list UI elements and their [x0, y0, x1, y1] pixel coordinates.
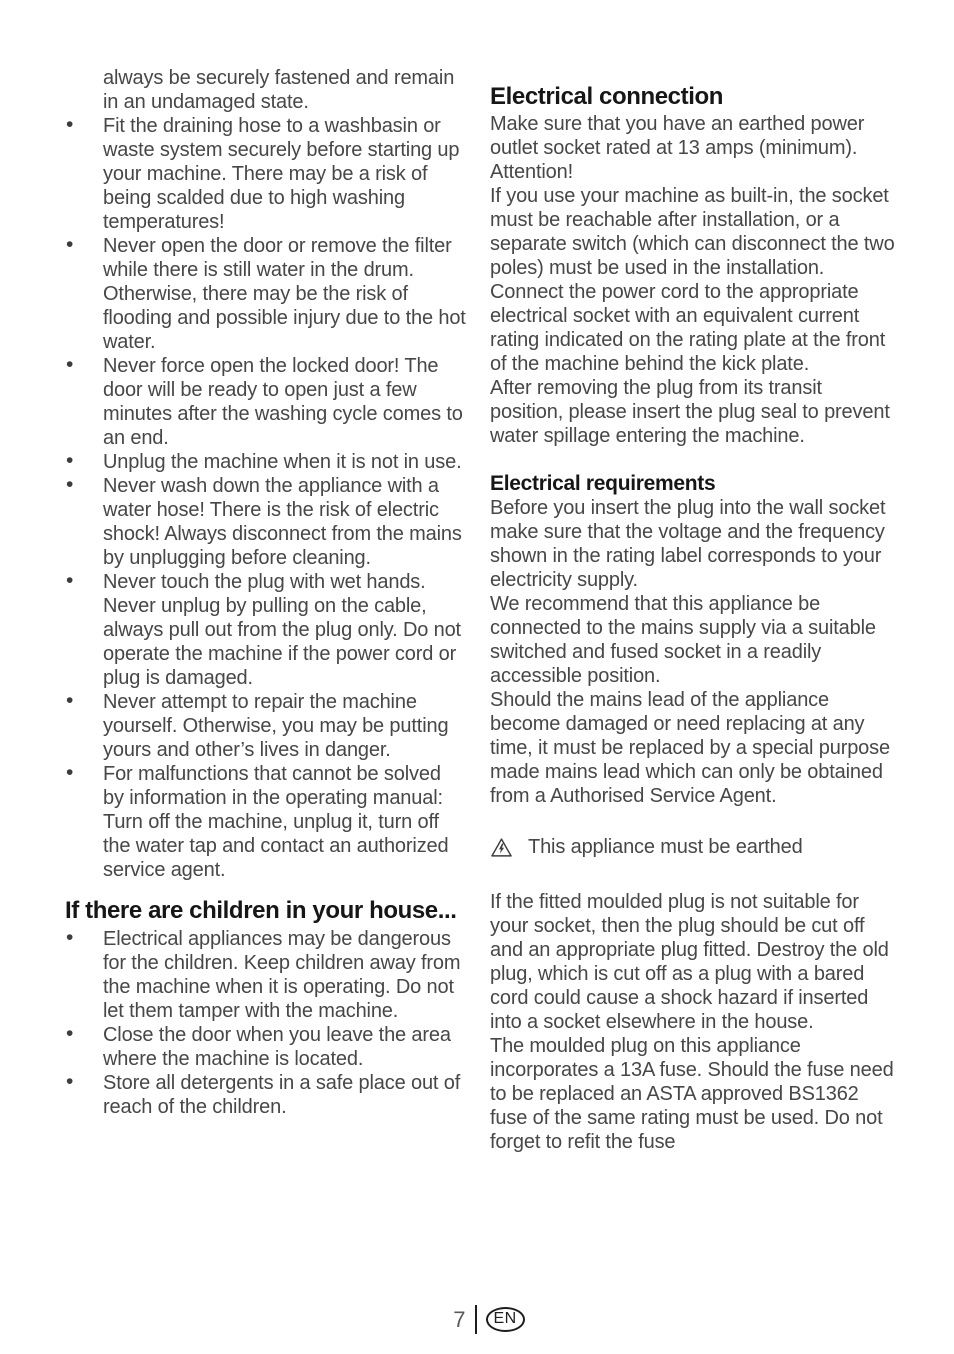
paragraph: We recommend that this appliance be connected to the mains supply via a suitable switched and fused socket in a readily accessible position. — [490, 593, 876, 687]
paragraph: Connect the power cord to the appropriate electrical socket with an equivalent current rating indicated on the rating plate at the front of the machine behind the kick plate. — [490, 281, 886, 375]
paragraph: If you use your machine as built-in, the socket must be reachable after installation, or a separate switch (which can disconnect the two poles) must be used in the installation. — [490, 185, 895, 279]
children-bullet — [65, 1023, 467, 1071]
left-column — [65, 66, 467, 1119]
right-column — [490, 84, 898, 1154]
bullet-text: Store all detergents in a safe place out of reach of the children. — [103, 1072, 461, 1118]
bullet-text: Never force open the locked door! The door will be ready to open just a few minutes after the washing cycle comes to an end. — [103, 355, 463, 449]
safety-bullet — [65, 450, 467, 474]
electrical-hazard-triangle-icon — [490, 835, 513, 864]
bullet-text: Close the door when you leave the area where the machine is located. — [103, 1024, 451, 1070]
safety-bullet — [65, 114, 467, 234]
bullet-text: Never wash down the appliance with a water hose! There is the risk of electric shock! Always disconnect from the mains by unplugging before cleaning. — [103, 475, 462, 569]
intro-continuation-text: always be securely fastened and remain in an undamaged state. — [103, 67, 455, 113]
children-bullet — [65, 927, 467, 1023]
safety-bullet — [65, 570, 467, 690]
footer-divider — [475, 1305, 477, 1334]
electrical-connection-heading: Electrical connection — [490, 83, 724, 110]
safety-bullet — [65, 474, 467, 570]
paragraph: If the fitted moulded plug is not suitable for your socket, then the plug should be cut off and an appropriate plug fitted. Destroy the old plug, which is cut off as a plug with a bared cord could cause a shock hazard if inserted into a socket elsewhere in the house. — [490, 891, 889, 1033]
paragraph: The moulded plug on this appliance incorporates a 13A fuse. Should the fuse need to be replaced an ASTA approved BS1362 fuse of the same rating must be used. Do not forget to refit the fuse — [490, 1035, 894, 1153]
safety-bullet — [65, 690, 467, 762]
warning-text: This appliance must be earthed — [528, 836, 803, 858]
earthing-warning — [490, 835, 898, 864]
paragraph: After removing the plug from its transit position, please insert the plug seal to prevent water spillage entering the machine. — [490, 377, 890, 447]
safety-bullet — [65, 234, 467, 354]
electrical-requirements-heading: Electrical requirements — [490, 472, 716, 495]
safety-bullet — [65, 762, 467, 882]
bullet-text: Fit the draining hose to a washbasin or waste system securely before starting up your machine. There may be a risk of being scalded due to high washing temperatures! — [103, 115, 460, 233]
safety-bullet — [65, 354, 467, 450]
paragraph: Make sure that you have an earthed power outlet socket rated at 13 amps (minimum). — [490, 113, 865, 159]
bullet-text: Never open the door or remove the filter while there is still water in the drum. Otherwise, there may be the risk of flooding and possible injury due to the hot water. — [103, 235, 466, 353]
bullet-text: Never touch the plug with wet hands. Never unplug by pulling on the cable, always pull out from the plug only. Do not operate the machine if the power cord or plug is damaged. — [103, 571, 461, 689]
bullet-text: Electrical appliances may be dangerous for the children. Keep children away from the machine when it is operating. Do not let them tamper with the machine. — [103, 928, 461, 1022]
language-badge: EN — [486, 1307, 525, 1332]
bullet-text: For malfunctions that cannot be solved by information in the operating manual: — [103, 763, 443, 809]
page-footer — [12, 1305, 954, 1334]
children-bullet — [65, 1071, 467, 1119]
bullet-text: Never attempt to repair the machine yourself. Otherwise, you may be putting yours and other’s lives in danger. — [103, 691, 449, 761]
paragraph: Should the mains lead of the appliance become damaged or need replacing at any time, it must be replaced by a special purpose made mains lead which can only be obtained from a Authorised Service Agent. — [490, 689, 890, 807]
children-section-heading: If there are children in your house... — [65, 897, 457, 924]
paragraph: Before you insert the plug into the wall socket make sure that the voltage and the frequency shown in the rating label corresponds to your electricity supply. — [490, 497, 886, 591]
page-number: 7 — [453, 1306, 466, 1332]
bullet-text: Unplug the machine when it is not in use. — [103, 451, 462, 473]
malfunction-instructions-text: Turn off the machine, unplug it, turn off the water tap and contact an authorized service agent. — [103, 811, 449, 881]
paragraph: Attention! — [490, 161, 574, 183]
